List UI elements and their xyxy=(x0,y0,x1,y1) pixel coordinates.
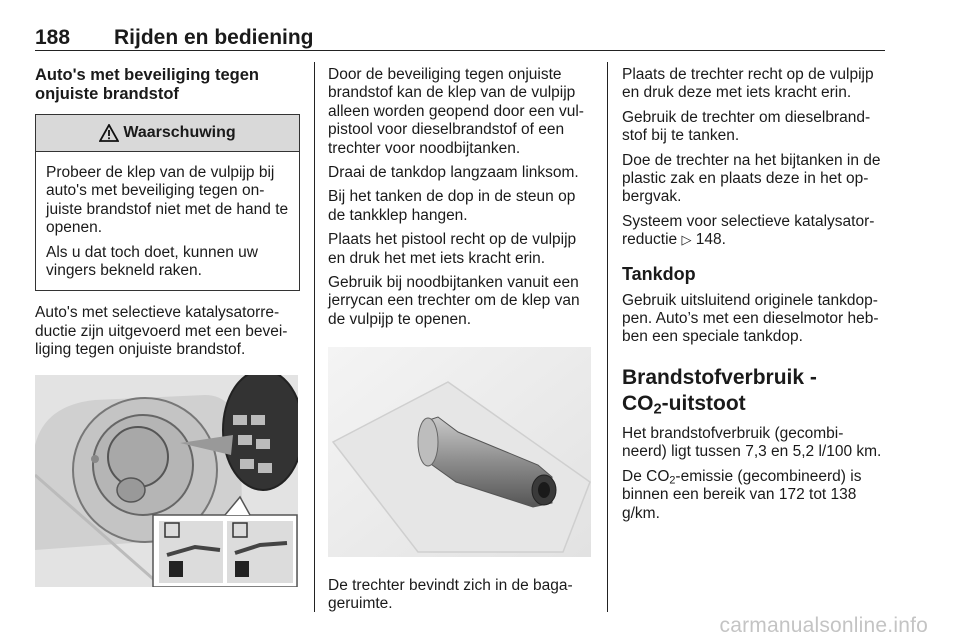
warning-title: Waarschuwing xyxy=(123,123,236,141)
column-2 xyxy=(328,66,593,620)
warning-box xyxy=(35,114,300,291)
consumption-heading-rest: -uitstoot xyxy=(661,391,746,415)
consumption-heading xyxy=(622,365,887,417)
emission-pre: De CO xyxy=(622,467,670,485)
body-paragraph-1: Plaats de trechter recht op de vulpijp en druk deze met iets kracht erin. xyxy=(622,66,874,102)
column-divider-2 xyxy=(607,62,608,612)
consumption-heading-sub: 2 xyxy=(653,401,662,418)
running-title: Rijden en bediening xyxy=(114,26,314,49)
body-paragraph-2: Gebruik de trechter om dieselbrand-stof bij te tanken. xyxy=(622,108,871,145)
column-divider-1 xyxy=(314,62,315,612)
consumption-heading-line1: Brandstofverbruik - xyxy=(622,365,817,389)
warning-text-2: Als u dat toch doet, kunnen uw vingers bekneld raken. xyxy=(46,243,258,280)
consumption-text: Het brandstofverbruik (gecombi-neerd) ligt tussen 7,3 en 5,2 l/100 km. xyxy=(622,424,882,461)
body-paragraph-1: Door de beveiliging tegen onjuiste brandstof kan de klep van de vulpijp alleen worden geopend door een vul-pistool voor dieselbrandstof of een trechter voor noodbijtanken. xyxy=(328,66,584,157)
cross-reference xyxy=(622,213,887,250)
funnel-illustration xyxy=(328,347,591,557)
figure-caption: De trechter bevindt zich in de baga-geruimte. xyxy=(328,576,573,613)
body-paragraph-4: Plaats het pistool recht op de vulpijp en druk het met iets kracht erin. xyxy=(328,231,577,267)
body-paragraph-2: Draai de tankdop langzaam linksom. xyxy=(328,164,579,182)
page-reference-icon: ▷ xyxy=(681,232,692,248)
cross-reference-text: Systeem voor selectieve katalysator-reductie xyxy=(622,212,875,249)
section-title: Auto's met beveiliging tegen onjuiste brandstof xyxy=(35,66,259,103)
warning-text-1: Probeer de klep van de vulpijp bij auto's met beveiliging tegen on-juiste brandstof niet met de hand te openen. xyxy=(46,164,289,237)
warning-triangle-icon xyxy=(99,124,119,142)
page-header xyxy=(35,26,885,50)
cross-reference-link[interactable]: 148. xyxy=(695,231,726,249)
column-3 xyxy=(622,66,887,529)
filler-neck-illustration xyxy=(35,375,298,587)
tankdop-text: Gebruik uitsluitend originele tankdop-pen. Auto’s met een dieselmotor heb-ben een speciale tankdop. xyxy=(622,291,879,346)
warning-body xyxy=(36,152,299,290)
body-paragraph-3: Doe de trechter na het bijtanken in de plastic zak en plaats deze in het op-bergvak. xyxy=(622,151,881,206)
watermark: carmanualsonline.info xyxy=(719,614,928,637)
body-paragraph-3: Bij het tanken de dop in de steun op de tankklep hangen. xyxy=(328,188,576,224)
column-1 xyxy=(35,66,300,592)
emission-text xyxy=(622,468,887,523)
page-number: 188 xyxy=(35,26,71,49)
body-paragraph: Auto's met selectieve katalysatorre-ductie zijn uitgevoerd met een bevei-liging tegen onjuiste brandstof. xyxy=(35,304,288,359)
tankdop-heading: Tankdop xyxy=(622,263,696,284)
emission-post: -emissie (gecombineerd) is binnen een bereik van 172 tot 138 g/km. xyxy=(622,467,862,522)
emission-sub: 2 xyxy=(669,474,676,487)
warning-header xyxy=(36,115,299,152)
consumption-heading-co: CO xyxy=(622,391,654,415)
body-paragraph-5: Gebruik bij noodbijtanken vanuit een jerrycan een trechter om de klep van de vulpijp te openen. xyxy=(328,274,580,328)
header-rule xyxy=(35,50,885,51)
